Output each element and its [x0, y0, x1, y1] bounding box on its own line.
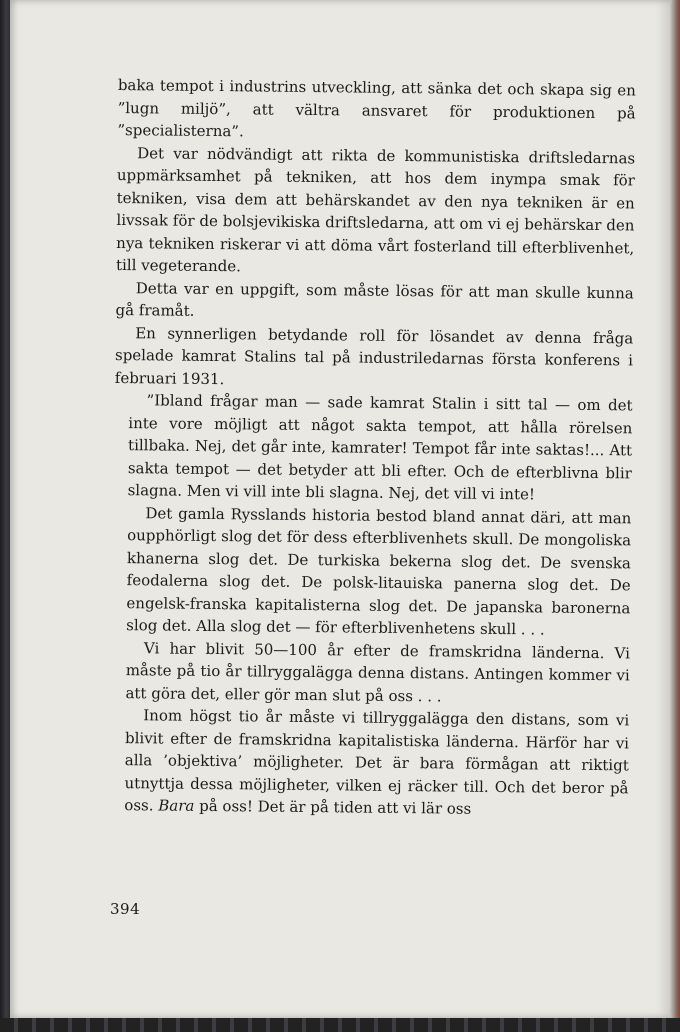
paragraph-4: En synnerligen betydande roll för lösandet av denna fråga spelade kamrat Stalins tal på industriledarnas första konferens i februari 1931. — [114, 323, 634, 388]
paragraph-2: Det var nödvändigt att rikta de kommunistiska driftsledarnas uppmärksamhet på tekniken, att hos dem inympa smak för tekniken, visa dem att behärskandet av den nya tekniken är en livssak för de bolsjevikiska driftsledarna, att om vi ej behärskar den nya tekniken riskerar vi att döma vårt fosterland till efterblivenhet, till vegeterande. — [115, 143, 636, 276]
paragraph-3: Detta var en uppgift, som måste lösas för att man skulle kunna gå framåt. — [115, 278, 634, 320]
quote-paragraph-1: ”Ibland frågar man — sade kamrat Stalin i sitt tal — om det inte vore möjligt att något sakta tempot, att hålla rörelsen tillbaka. Nej, det går inte, kamrater! Tempot får inte saktas!... Att sakta tempot — det betyder att bli efter. Och de efterblivna blir slagna. Men vi vill inte bli slagna. Nej, det vill vi inte! — [127, 391, 633, 504]
page-body — [110, 74, 636, 822]
page-number: 394 — [110, 900, 141, 918]
quote-paragraph-2: Det gamla Rysslands historia bestod bland annat däri, att man oupphörligt slog det för dess efterblivenhets skull. De mongoliska khanerna slog det. De turkiska bekerna slog det. De svenska feodalerna slog det. De polsk-litauiska panerna slog det. De engelsk-franska kapitalisterna slog det. De japanska baronerna slog det. Alla slog det — för efterblivenhetens skull . . . — [126, 503, 632, 639]
quote-paragraph-4-start: Inom högst tio år måste vi tillryggalägga den distans, som vi blivit efter de framskridna kapitalistiska länderna. Härför har vi alla ’objektiva’ möjligheter. Det är bara förmågan att riktigt utnyttja dessa möjligheter, vilken ej räcker till. Och det beror på oss. — [124, 706, 630, 815]
emphasis-bara: Bara — [158, 796, 195, 815]
paragraph-1: baka tempot i industrins utveckling, att sänka det och skapa sig en ”lugn miljö”, att vältra ansvaret för produktionen på ”specialisterna”. — [117, 75, 636, 141]
page-edge — [670, 0, 680, 1032]
quote-paragraph-4 — [110, 704, 629, 822]
quote-paragraph-3: Vi har blivit 50—100 år efter de framskridna länderna. Vi måste på tio år tillryggalägga denna distans. Antingen kommer vi att göra det, eller gör man slut på oss . . . — [125, 638, 631, 705]
scan-background-strip — [0, 1018, 680, 1032]
quote-paragraph-4-end: på oss! Det är på tiden att vi lär oss — [194, 796, 472, 818]
book-page — [10, 0, 670, 1018]
